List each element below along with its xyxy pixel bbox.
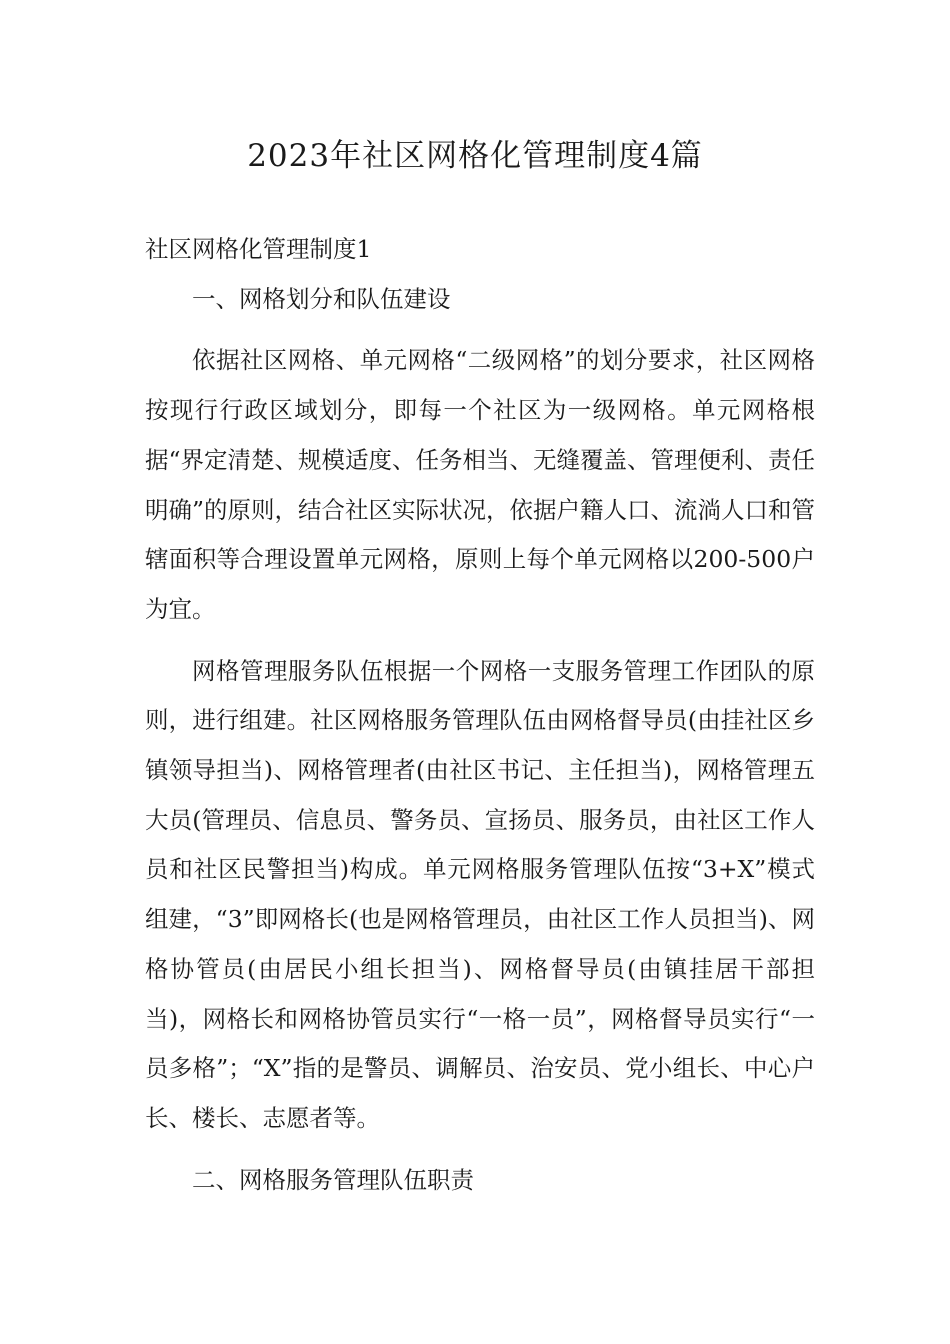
section-title: 社区网格化管理制度1 bbox=[145, 235, 372, 263]
heading-grid-division: 一、网格划分和队伍建设 bbox=[192, 284, 451, 313]
heading-team-duties: 二、网格服务管理队伍职责 bbox=[192, 1165, 474, 1194]
document-body bbox=[145, 225, 815, 1217]
document-title: 2023年社区网格化管理制度4篇 bbox=[247, 138, 703, 174]
paragraph-team-building: 网格管理服务队伍根据一个网格一支服务管理工作团队的原则，进行组建。社区网格服务管理队伍由网格督导员(由挂社区乡镇领导担当)、网格管理者(由社区书记、主任担当)，网格管理五大员(管理员、信息员、警务员、宣扬员、服务员，由社区工作人员和社区民警担当)构成。单元网格服务管理队伍按“3+X”模式组建，“3”即网格长(也是网格管理员，由社区工作人员担当)、网格协管员(由居民小组长担当)、网格督导员(由镇挂居干部担当)，网格长和网格协管员实行“一格一员”，网格督导员实行“一员多格”；“X”指的是警员、调解员、治安员、党小组长、中心户长、楼长、志愿者等。 bbox=[145, 656, 815, 1132]
paragraph-grid-division: 依据社区网格、单元网格“二级网格”的划分要求，社区网格按现行行政区域划分，即每一个社区为一级网格。单元网格根据“界定清楚、规模适度、任务相当、无缝覆盖、管理便利、责任明确”的原则，结合社区实际状况，依据户籍人口、流淌人口和管辖面积等合理设置单元网格，原则上每个单元网格以200-500户为宜。 bbox=[145, 346, 816, 623]
